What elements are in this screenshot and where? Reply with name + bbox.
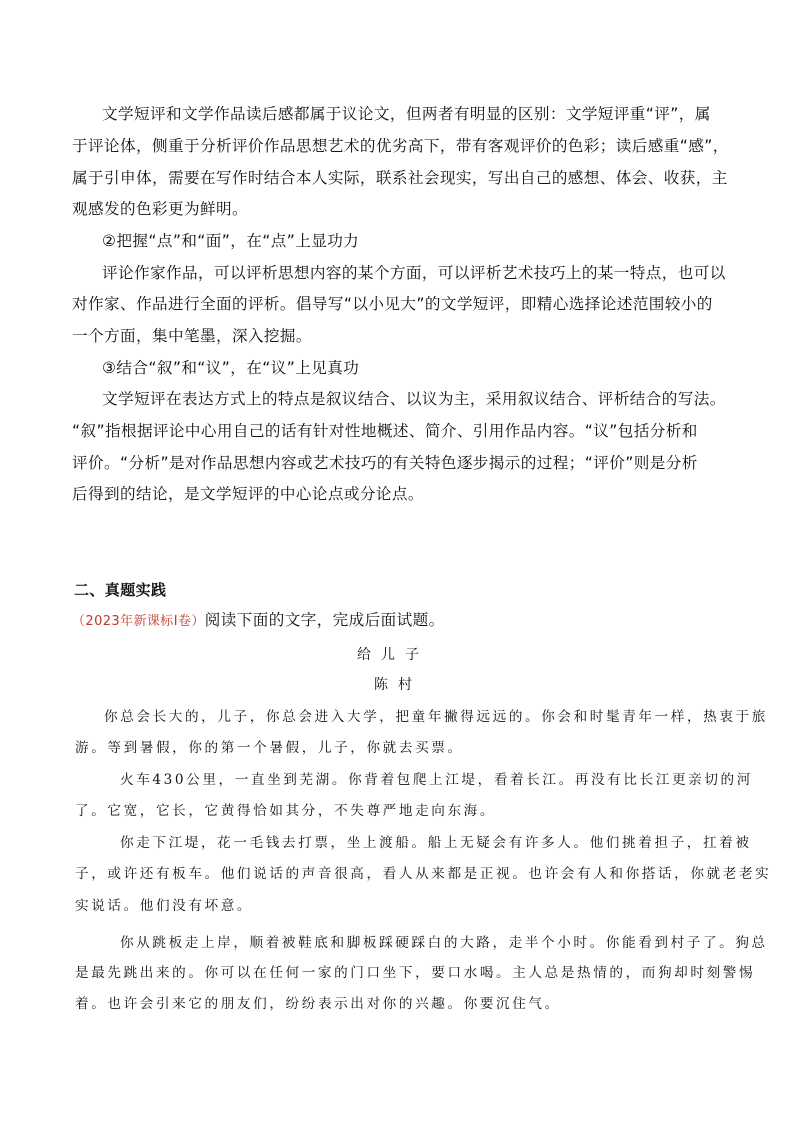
section-heading: 二、真题实践 — [74, 581, 167, 599]
story-p1-line2: 游。等到暑假，你的第一个暑假，儿子，你就去买票。 — [75, 740, 464, 756]
story-p4-line2: 是最先跳出来的。你可以在任何一家的门口坐下，要口水喝。主人总是热情的，而狗却时刻警惕 — [75, 965, 756, 981]
source-paren-close: ） — [191, 614, 205, 629]
theory-p3-line1: 文学短评在表达方式上的特点是叙议结合、以议为主，采用叙议结合、评析结合的写法。 — [102, 390, 726, 408]
instruction-text: 阅读下面的文字，完成后面试题。 — [204, 611, 445, 629]
theory-p1-line1: 文学短评和文学作品读后感都属于议论文，但两者有明显的区别：文学短评重“评”，属 — [102, 105, 711, 123]
theory-p2-line2: 对作家、作品进行全面的评析。倡导写“以小见大”的文学短评，即精心选择论述范围较小的 — [72, 295, 713, 313]
theory-p1-line2: 于评论体，侧重于分析评价作品思想艺术的优劣高下，带有客观评价的色彩；读后感重“感”， — [72, 137, 729, 155]
story-p3-line3: 实说话。他们没有坏意。 — [75, 898, 254, 914]
source-line — [72, 610, 445, 632]
story-p1-line1: 你总会长大的，儿子，你总会进入大学，把童年撇得远远的。你会和时髦青年一样，热衷于旅 — [104, 709, 768, 725]
theory-p2-line3: 一个方面，集中笔墨，深入挖掘。 — [72, 327, 312, 345]
story-p4-line1: 你从跳板走上岸，顺着被鞋底和脚板踩硬踩白的大路，走半个小时。你能看到村子了。狗总 — [120, 935, 768, 951]
point2-title: ②把握“点”和“面”，在“点”上显功力 — [102, 232, 360, 250]
story-p4-line3: 着。也许会引来它的朋友们，纷纷表示出对你的兴趣。你要沉住气。 — [75, 996, 561, 1012]
point3-title: ③结合“叙”和“议”，在“议”上见真功 — [102, 359, 360, 377]
theory-p3-line2: “叙”指根据评论中心用自己的话有针对性地概述、简介、引用作品内容。“议”包括分析和 — [72, 422, 698, 440]
source-tag: 2023年新课标Ⅰ卷 — [85, 614, 192, 629]
source-paren-open: （ — [72, 614, 86, 629]
story-author: 陈村 — [374, 677, 422, 693]
story-p2-line2: 了。它宽，它长，它黄得恰如其分，不失尊严地走向东海。 — [75, 803, 497, 819]
theory-p2-line1: 评论作家作品，可以评析思想内容的某个方面，可以评析艺术技巧上的某一特点，也可以 — [102, 264, 726, 282]
theory-p1-line4: 观感发的色彩更为鲜明。 — [72, 200, 248, 218]
story-p3-line2: 子，或许还有板车。他们说话的声音很高，看人从来都是正视。也许会有人和你搭话，你就老老实 — [75, 866, 772, 882]
story-p3-line1: 你走下江堤，花一毛钱去打票，坐上渡船。船上无疑会有许多人。他们挑着担子，扛着被 — [120, 835, 752, 851]
story-title: 给儿子 — [357, 647, 429, 663]
story-p2-line1: 火车430公里，一直坐到芜湖。你背着包爬上江堤，看着长江。再没有比长江更亲切的河 — [120, 772, 753, 788]
theory-p3-line4: 后得到的结论，是文学短评的中心论点或分论点。 — [72, 485, 424, 503]
theory-p1-line3: 属于引申体，需要在写作时结合本人实际，联系社会现实，写出自己的感想、体会、收获，主 — [72, 169, 728, 187]
theory-p3-line3: 评价。“分析”是对作品思想内容或艺术技巧的有关特色逐步揭示的过程；“评价”则是分析 — [72, 454, 698, 472]
